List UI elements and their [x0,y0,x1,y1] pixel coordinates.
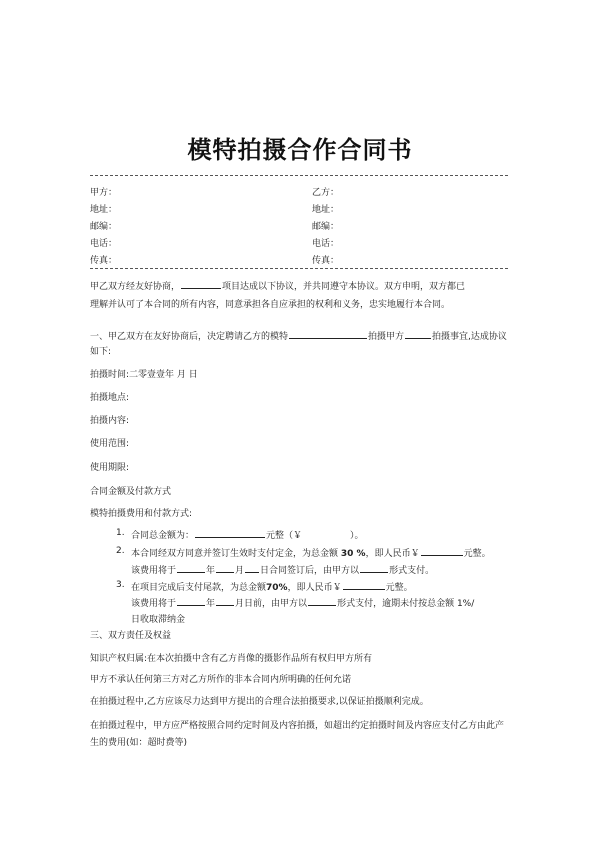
section3-para-3: 在拍摄过程中,乙方应该尽力达到甲方提出的合理合法拍摄要求,以保证拍摄顺利完成。 [90,697,429,707]
party-b-address-label: 地址： [312,205,340,215]
balance-label: 在项目完成后支付尾款，为总金额 [131,583,267,593]
intro-line-1 [90,279,465,292]
party-a-fax-label: 传真： [90,256,118,266]
balance-percent: 70% [266,583,288,593]
divider-bottom [90,268,508,269]
party-a-address-label: 地址： [90,205,118,215]
payment-item-3-line-1 [131,580,413,593]
intro-text-a: 甲乙双方经友好协商， [90,282,181,292]
amount-heading: 合同金额及付款方式 [90,487,172,497]
intro-text-b: 项目达成以下协议，并共同遵守本协议。双方申明，双方都已 [222,282,466,292]
shoot-content: 拍摄内容: [90,416,130,426]
balance-rmb-label: ，即人民币 [287,583,333,593]
section1-text-a: 一、甲乙双方在友好协商后，决定聘请乙方的模特 [90,332,289,342]
deposit-method-unit: 形式支付。 [389,566,435,576]
party-b-phone-label: 电话： [312,239,340,249]
payment-item-3-line-2 [131,596,474,609]
balance-late-fee-text: 形式支付，逾期未付按总金额 [337,599,455,609]
balance-amount-blank [343,581,385,590]
deposit-year-blank [177,564,205,573]
balance-unit: 元整。 [385,583,413,593]
payment-item-2-num: 2. [116,546,125,556]
section3-para-1: 知识产权归属:在本次拍摄中含有乙方肖像的摄影作品所有权归甲方所有 [90,654,373,664]
balance-year-unit: 年 [206,599,216,609]
balance-year-blank [177,597,205,606]
late-fee-rate: 1%/ [456,599,475,609]
balance-method-label: 日前，由甲方以 [244,599,308,609]
shoot-subject-blank [405,330,431,339]
party-b-postcode-label: 邮编： [312,222,340,232]
deposit-method-blank [360,564,388,573]
balance-month-blank [216,597,234,606]
deposit-year-unit: 年 [206,566,216,576]
payment-item-1-num: 1. [116,528,125,538]
deposit-unit: 元整。 [463,549,491,559]
payment-item-1 [131,528,364,541]
balance-month-unit: 月 [235,599,245,609]
payment-item-3-num: 3. [116,580,125,590]
party-a-postcode-label: 邮编： [90,222,118,232]
project-blank [181,280,221,289]
total-amount-label: 合同总金额为： [131,531,195,541]
deposit-label: 本合同经双方同意并签订生效时支付定金，为总金额 [131,549,339,559]
usage-scope: 使用范围: [90,439,130,449]
section3-heading: 三、双方责任及权益 [90,631,172,641]
balance-method-blank [308,597,336,606]
usage-period: 使用期限: [90,463,130,473]
balance-date-label: 该费用将于 [131,599,177,609]
deposit-yen-sign: ￥ [410,549,420,559]
deposit-day-blank [245,564,259,573]
model-blank [289,330,367,339]
section1-line [90,329,507,342]
deposit-month-blank [216,564,234,573]
fee-heading: 模特拍摄费用和付款方式: [90,509,193,519]
party-b-label: 乙方： [312,188,340,198]
section3-para-2: 甲方不承认任何第三方对乙方所作的非本合同内所明确的任何允诺 [90,675,352,685]
shoot-time: 拍摄时间:二零壹壹年 月 日 [90,370,198,380]
deposit-percent: 30 % [340,549,366,559]
section1-text-c: 拍摄事宜,达成协议 [432,332,507,342]
deposit-amount-blank [421,547,463,556]
section3-para-4-line-1: 在拍摄过程中，甲方应严格按照合同约定时间及内容拍摄，如超出约定拍摄时间及内容应支付乙方由此产 [90,721,505,731]
payment-item-2-line-2 [131,563,434,576]
party-a-label: 甲方： [90,188,118,198]
deposit-method-label: 日合同签订后，由甲方以 [260,566,360,576]
document-title: 模特拍摄合作合同书 [187,136,413,164]
total-amount-blank [195,529,265,538]
party-a-phone-label: 电话： [90,239,118,249]
total-amount-unit: 元整（￥ [266,531,303,541]
section1-text-b: 拍摄甲方 [368,332,405,342]
divider-top [90,175,508,176]
intro-line-2: 理解并认可了本合同的所有内容，同意承担各自应承担的权利和义务，忠实地履行本合同。 [90,300,451,310]
deposit-date-label: 该费用将于 [131,566,177,576]
deposit-rmb-label: ，即人民币 [365,549,411,559]
shoot-place: 拍摄地点: [90,393,130,403]
total-amount-close: ）。 [350,531,364,541]
balance-yen-sign: ￥ [332,583,342,593]
deposit-month-unit: 月 [235,566,245,576]
section3-para-4-line-2: 生的费用(如：超时费等) [90,738,188,748]
party-b-fax-label: 传真： [312,256,340,266]
payment-item-3-line-3: 日收取滞纳金 [131,615,186,625]
payment-item-2-line-1 [131,546,491,559]
section1-cont: 如下: [90,347,112,357]
